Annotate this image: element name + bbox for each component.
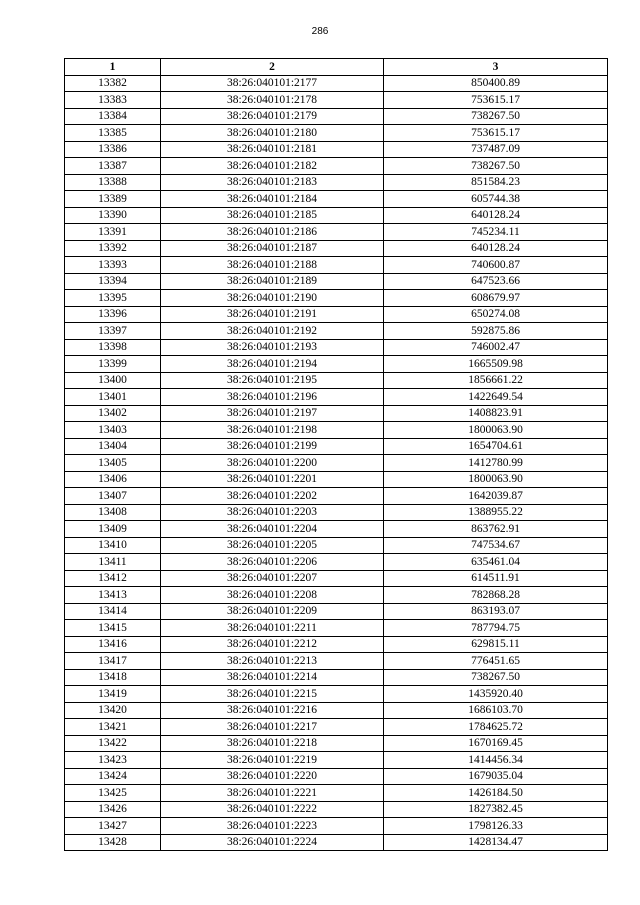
table-row xyxy=(65,158,608,175)
cadastral-value-cell: 753615.17 xyxy=(384,125,608,142)
table-body xyxy=(65,75,608,851)
cadastral-value-cell: 738267.50 xyxy=(384,108,608,125)
table-header xyxy=(65,59,608,76)
table-row xyxy=(65,702,608,719)
table-row xyxy=(65,735,608,752)
cadastral-value-cell: 738267.50 xyxy=(384,158,608,175)
cadastral-value-cell: 1654704.61 xyxy=(384,438,608,455)
cadastral-number-cell: 38:26:040101:2203 xyxy=(161,504,384,521)
cadastral-value-cell: 640128.24 xyxy=(384,240,608,257)
cadastral-value-cell: 776451.65 xyxy=(384,653,608,670)
table-row xyxy=(65,455,608,472)
row-number-cell: 13408 xyxy=(65,504,161,521)
cadastral-value-cell: 1428134.47 xyxy=(384,834,608,851)
table-row xyxy=(65,290,608,307)
table-row xyxy=(65,752,608,769)
row-number-cell: 13407 xyxy=(65,488,161,505)
table-row xyxy=(65,801,608,818)
row-number-cell: 13427 xyxy=(65,818,161,835)
cadastral-value-cell: 740600.87 xyxy=(384,257,608,274)
cadastral-value-table xyxy=(64,58,608,851)
cadastral-number-cell: 38:26:040101:2194 xyxy=(161,356,384,373)
page-number: 286 xyxy=(311,26,329,37)
cadastral-value-cell: 863193.07 xyxy=(384,603,608,620)
table-row xyxy=(65,339,608,356)
table-row xyxy=(65,587,608,604)
row-number-cell: 13426 xyxy=(65,801,161,818)
cadastral-value-cell: 850400.89 xyxy=(384,75,608,92)
cadastral-value-cell: 1784625.72 xyxy=(384,719,608,736)
cadastral-value-cell: 1642039.87 xyxy=(384,488,608,505)
cadastral-number-cell: 38:26:040101:2204 xyxy=(161,521,384,538)
table-row xyxy=(65,768,608,785)
row-number-cell: 13393 xyxy=(65,257,161,274)
table-row xyxy=(65,504,608,521)
cadastral-number-cell: 38:26:040101:2209 xyxy=(161,603,384,620)
row-number-cell: 13410 xyxy=(65,537,161,554)
cadastral-value-cell: 605744.38 xyxy=(384,191,608,208)
table-row xyxy=(65,785,608,802)
row-number-cell: 13420 xyxy=(65,702,161,719)
table-row xyxy=(65,818,608,835)
row-number-cell: 13415 xyxy=(65,620,161,637)
row-number-cell: 13411 xyxy=(65,554,161,571)
table-row xyxy=(65,224,608,241)
cadastral-value-cell: 747534.67 xyxy=(384,537,608,554)
cadastral-number-cell: 38:26:040101:2183 xyxy=(161,174,384,191)
cadastral-number-cell: 38:26:040101:2196 xyxy=(161,389,384,406)
table-row xyxy=(65,389,608,406)
row-number-cell: 13403 xyxy=(65,422,161,439)
column-header-1: 1 xyxy=(65,59,161,76)
table-row xyxy=(65,669,608,686)
cadastral-value-cell: 753615.17 xyxy=(384,92,608,109)
cadastral-value-cell: 1388955.22 xyxy=(384,504,608,521)
table-row xyxy=(65,372,608,389)
row-number-cell: 13405 xyxy=(65,455,161,472)
cadastral-number-cell: 38:26:040101:2191 xyxy=(161,306,384,323)
table-row xyxy=(65,636,608,653)
row-number-cell: 13417 xyxy=(65,653,161,670)
cadastral-number-cell: 38:26:040101:2200 xyxy=(161,455,384,472)
cadastral-number-cell: 38:26:040101:2207 xyxy=(161,570,384,587)
cadastral-number-cell: 38:26:040101:2214 xyxy=(161,669,384,686)
cadastral-value-cell: 650274.08 xyxy=(384,306,608,323)
cadastral-value-cell: 1422649.54 xyxy=(384,389,608,406)
cadastral-number-cell: 38:26:040101:2202 xyxy=(161,488,384,505)
cadastral-number-cell: 38:26:040101:2212 xyxy=(161,636,384,653)
table-row xyxy=(65,438,608,455)
table-row xyxy=(65,273,608,290)
cadastral-value-cell: 1800063.90 xyxy=(384,422,608,439)
cadastral-number-cell: 38:26:040101:2182 xyxy=(161,158,384,175)
cadastral-number-cell: 38:26:040101:2178 xyxy=(161,92,384,109)
cadastral-value-cell: 647523.66 xyxy=(384,273,608,290)
cadastral-number-cell: 38:26:040101:2180 xyxy=(161,125,384,142)
cadastral-value-cell: 635461.04 xyxy=(384,554,608,571)
table-row xyxy=(65,422,608,439)
row-number-cell: 13384 xyxy=(65,108,161,125)
cadastral-number-cell: 38:26:040101:2223 xyxy=(161,818,384,835)
cadastral-value-cell: 640128.24 xyxy=(384,207,608,224)
cadastral-number-cell: 38:26:040101:2190 xyxy=(161,290,384,307)
cadastral-number-cell: 38:26:040101:2222 xyxy=(161,801,384,818)
cadastral-number-cell: 38:26:040101:2219 xyxy=(161,752,384,769)
cadastral-value-cell: 1798126.33 xyxy=(384,818,608,835)
row-number-cell: 13414 xyxy=(65,603,161,620)
cadastral-number-cell: 38:26:040101:2201 xyxy=(161,471,384,488)
table-row xyxy=(65,257,608,274)
row-number-cell: 13406 xyxy=(65,471,161,488)
row-number-cell: 13418 xyxy=(65,669,161,686)
cadastral-number-cell: 38:26:040101:2215 xyxy=(161,686,384,703)
cadastral-value-cell: 1414456.34 xyxy=(384,752,608,769)
table-row xyxy=(65,356,608,373)
table-row xyxy=(65,521,608,538)
cadastral-number-cell: 38:26:040101:2205 xyxy=(161,537,384,554)
row-number-cell: 13385 xyxy=(65,125,161,142)
row-number-cell: 13416 xyxy=(65,636,161,653)
row-number-cell: 13386 xyxy=(65,141,161,158)
table-row xyxy=(65,719,608,736)
cadastral-number-cell: 38:26:040101:2211 xyxy=(161,620,384,637)
cadastral-value-cell: 738267.50 xyxy=(384,669,608,686)
cadastral-value-cell: 1856661.22 xyxy=(384,372,608,389)
row-number-cell: 13402 xyxy=(65,405,161,422)
row-number-cell: 13421 xyxy=(65,719,161,736)
header-row xyxy=(65,59,608,76)
table-row xyxy=(65,125,608,142)
row-number-cell: 13428 xyxy=(65,834,161,851)
row-number-cell: 13387 xyxy=(65,158,161,175)
table-row xyxy=(65,686,608,703)
table-row xyxy=(65,323,608,340)
table-row xyxy=(65,554,608,571)
cadastral-number-cell: 38:26:040101:2189 xyxy=(161,273,384,290)
cadastral-value-cell: 1670169.45 xyxy=(384,735,608,752)
cadastral-number-cell: 38:26:040101:2218 xyxy=(161,735,384,752)
cadastral-number-cell: 38:26:040101:2198 xyxy=(161,422,384,439)
table-row xyxy=(65,75,608,92)
table-row xyxy=(65,570,608,587)
table-row xyxy=(65,141,608,158)
row-number-cell: 13383 xyxy=(65,92,161,109)
row-number-cell: 13425 xyxy=(65,785,161,802)
cadastral-number-cell: 38:26:040101:2199 xyxy=(161,438,384,455)
cadastral-value-cell: 737487.09 xyxy=(384,141,608,158)
row-number-cell: 13397 xyxy=(65,323,161,340)
row-number-cell: 13395 xyxy=(65,290,161,307)
cadastral-value-cell: 1408823.91 xyxy=(384,405,608,422)
cadastral-number-cell: 38:26:040101:2217 xyxy=(161,719,384,736)
cadastral-number-cell: 38:26:040101:2179 xyxy=(161,108,384,125)
row-number-cell: 13389 xyxy=(65,191,161,208)
table-row xyxy=(65,603,608,620)
cadastral-value-cell: 1800063.90 xyxy=(384,471,608,488)
table-row xyxy=(65,108,608,125)
row-number-cell: 13409 xyxy=(65,521,161,538)
table-row xyxy=(65,92,608,109)
row-number-cell: 13388 xyxy=(65,174,161,191)
cadastral-number-cell: 38:26:040101:2206 xyxy=(161,554,384,571)
table-row xyxy=(65,405,608,422)
cadastral-number-cell: 38:26:040101:2193 xyxy=(161,339,384,356)
row-number-cell: 13424 xyxy=(65,768,161,785)
row-number-cell: 13422 xyxy=(65,735,161,752)
cadastral-number-cell: 38:26:040101:2197 xyxy=(161,405,384,422)
row-number-cell: 13382 xyxy=(65,75,161,92)
row-number-cell: 13390 xyxy=(65,207,161,224)
table-row xyxy=(65,488,608,505)
cadastral-value-cell: 782868.28 xyxy=(384,587,608,604)
row-number-cell: 13401 xyxy=(65,389,161,406)
cadastral-number-cell: 38:26:040101:2177 xyxy=(161,75,384,92)
cadastral-number-cell: 38:26:040101:2208 xyxy=(161,587,384,604)
table-row xyxy=(65,834,608,851)
cadastral-value-cell: 851584.23 xyxy=(384,174,608,191)
row-number-cell: 13423 xyxy=(65,752,161,769)
cadastral-number-cell: 38:26:040101:2185 xyxy=(161,207,384,224)
cadastral-number-cell: 38:26:040101:2184 xyxy=(161,191,384,208)
table-row xyxy=(65,620,608,637)
cadastral-number-cell: 38:26:040101:2213 xyxy=(161,653,384,670)
cadastral-value-cell: 608679.97 xyxy=(384,290,608,307)
cadastral-number-cell: 38:26:040101:2192 xyxy=(161,323,384,340)
cadastral-value-cell: 1412780.99 xyxy=(384,455,608,472)
row-number-cell: 13404 xyxy=(65,438,161,455)
row-number-cell: 13394 xyxy=(65,273,161,290)
cadastral-number-cell: 38:26:040101:2187 xyxy=(161,240,384,257)
table-row xyxy=(65,471,608,488)
cadastral-value-cell: 1686103.70 xyxy=(384,702,608,719)
row-number-cell: 13400 xyxy=(65,372,161,389)
cadastral-value-cell: 629815.11 xyxy=(384,636,608,653)
table-row xyxy=(65,174,608,191)
table-row xyxy=(65,191,608,208)
cadastral-number-cell: 38:26:040101:2224 xyxy=(161,834,384,851)
row-number-cell: 13392 xyxy=(65,240,161,257)
cadastral-value-cell: 863762.91 xyxy=(384,521,608,538)
cadastral-value-cell: 746002.47 xyxy=(384,339,608,356)
column-header-3: 3 xyxy=(384,59,608,76)
cadastral-number-cell: 38:26:040101:2186 xyxy=(161,224,384,241)
row-number-cell: 13412 xyxy=(65,570,161,587)
cadastral-value-cell: 614511.91 xyxy=(384,570,608,587)
row-number-cell: 13398 xyxy=(65,339,161,356)
cadastral-number-cell: 38:26:040101:2188 xyxy=(161,257,384,274)
row-number-cell: 13396 xyxy=(65,306,161,323)
cadastral-number-cell: 38:26:040101:2181 xyxy=(161,141,384,158)
row-number-cell: 13413 xyxy=(65,587,161,604)
row-number-cell: 13399 xyxy=(65,356,161,373)
cadastral-value-cell: 1435920.40 xyxy=(384,686,608,703)
row-number-cell: 13419 xyxy=(65,686,161,703)
table-row xyxy=(65,653,608,670)
cadastral-value-cell: 1426184.50 xyxy=(384,785,608,802)
column-header-2: 2 xyxy=(161,59,384,76)
cadastral-value-cell: 1827382.45 xyxy=(384,801,608,818)
cadastral-value-cell: 745234.11 xyxy=(384,224,608,241)
cadastral-number-cell: 38:26:040101:2216 xyxy=(161,702,384,719)
cadastral-value-cell: 1679035.04 xyxy=(384,768,608,785)
cadastral-number-cell: 38:26:040101:2195 xyxy=(161,372,384,389)
table-row xyxy=(65,306,608,323)
table-row xyxy=(65,537,608,554)
cadastral-number-cell: 38:26:040101:2220 xyxy=(161,768,384,785)
cadastral-value-cell: 1665509.98 xyxy=(384,356,608,373)
table-row xyxy=(65,240,608,257)
table-row xyxy=(65,207,608,224)
cadastral-value-cell: 592875.86 xyxy=(384,323,608,340)
cadastral-number-cell: 38:26:040101:2221 xyxy=(161,785,384,802)
cadastral-value-cell: 787794.75 xyxy=(384,620,608,637)
row-number-cell: 13391 xyxy=(65,224,161,241)
